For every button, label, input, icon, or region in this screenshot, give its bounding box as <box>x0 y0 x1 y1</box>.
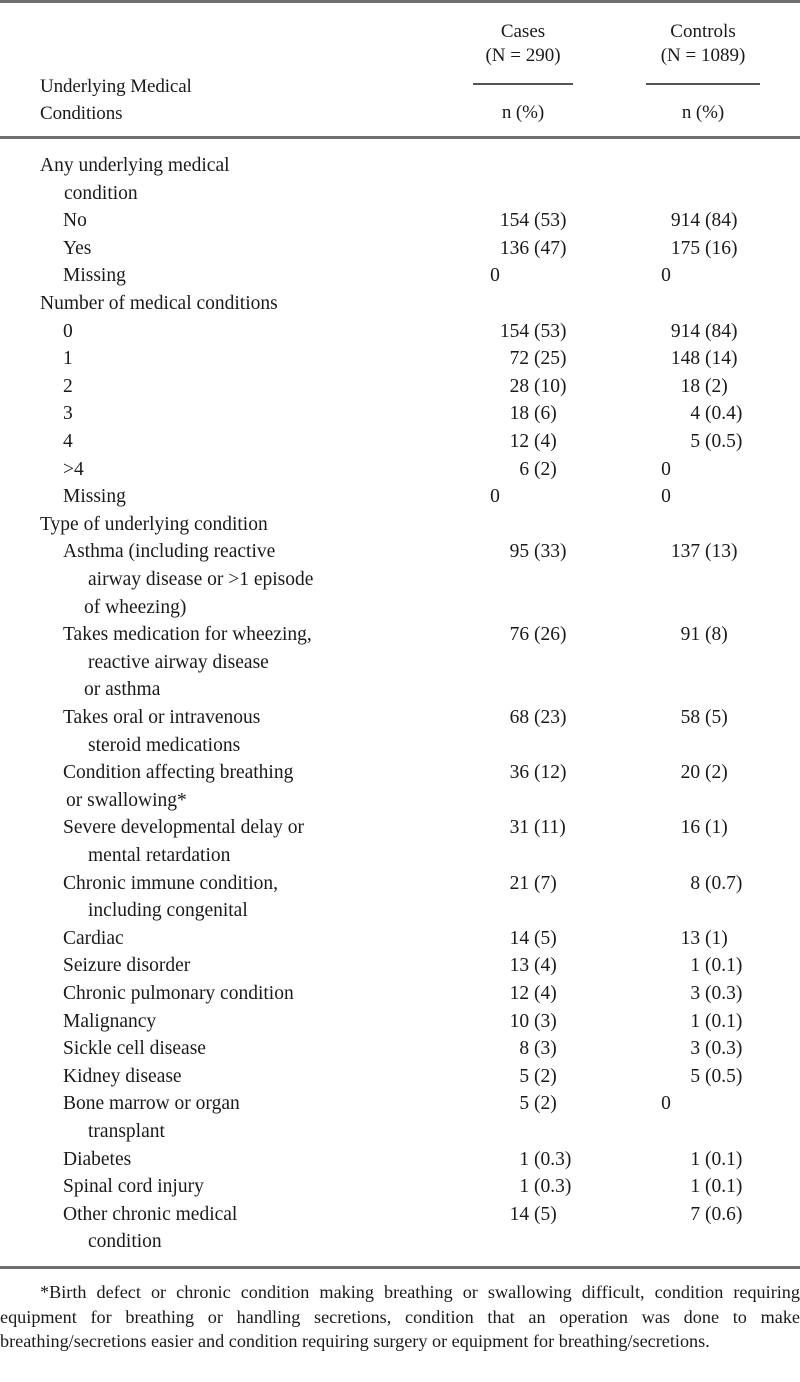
cases-percent: (4) <box>534 983 557 1004</box>
controls-column-name: Controls <box>670 21 736 42</box>
cases-value <box>434 1063 634 1091</box>
cases-value <box>434 428 634 456</box>
column-header-controls <box>643 20 763 68</box>
cases-value <box>434 1146 634 1174</box>
cases-column-n: (N = 290) <box>485 45 561 66</box>
controls-count: 3 <box>690 983 705 1004</box>
cases-percent: (3) <box>534 1038 557 1060</box>
cases-value <box>434 1035 634 1063</box>
controls-percent: (0.5) <box>705 1065 743 1087</box>
cases-percent: (53) <box>534 210 567 232</box>
controls-value <box>605 1201 800 1229</box>
cases-count: 95 <box>509 541 534 563</box>
table-footnote <box>0 1280 800 1354</box>
controls-count: 5 <box>690 431 705 452</box>
controls-percent: (0.6) <box>705 1203 743 1225</box>
cases-percent: (0.3) <box>534 1176 572 1198</box>
controls-value <box>605 318 800 346</box>
controls-count: 1 <box>690 1148 705 1170</box>
row-label: 4 <box>63 431 73 452</box>
row-label: Number of medical conditions <box>40 293 278 314</box>
cases-count: 5 <box>519 1093 534 1115</box>
cases-count: 154 <box>499 320 534 342</box>
footnote-text: *Birth defect or chronic condition making breathing or swallowing difficult, condition requiring equipment for breathing or handling secretions, condition that an operation was done to make breathing/secretions easier and condition requiring surgery or equipment for breathing/secretions. <box>0 1282 800 1351</box>
controls-percent: (2) <box>705 762 728 784</box>
cases-value <box>434 456 634 484</box>
cases-header-underline <box>473 83 573 85</box>
controls-unit-label: n (%) <box>681 102 725 123</box>
cases-count: 12 <box>509 983 534 1004</box>
controls-value <box>605 400 800 428</box>
cases-percent: (2) <box>534 1093 557 1115</box>
row-label: 1 <box>63 348 73 370</box>
controls-count: 58 <box>680 707 705 728</box>
controls-percent: (14) <box>705 348 738 370</box>
cases-count: 1 <box>519 1148 534 1170</box>
cases-value <box>434 235 634 263</box>
cases-value <box>434 1008 634 1036</box>
cases-value <box>434 1090 634 1118</box>
controls-count: 1 <box>690 955 705 977</box>
cases-count: 136 <box>499 237 534 259</box>
cases-count: 14 <box>509 1203 534 1225</box>
cases-count: 21 <box>509 872 534 894</box>
controls-count: 18 <box>680 375 705 397</box>
controls-count: 13 <box>680 927 705 949</box>
row-label: No <box>63 210 87 232</box>
cases-percent: (2) <box>534 1065 557 1087</box>
cases-count: 14 <box>509 927 534 949</box>
row-label: Type of underlying condition <box>40 513 268 535</box>
cases-value <box>434 952 634 980</box>
controls-percent: (1) <box>705 817 728 839</box>
row-label: Cardiac <box>63 927 124 949</box>
controls-value <box>605 704 800 732</box>
cases-unit-label: n (%) <box>501 102 545 123</box>
controls-percent: (13) <box>705 541 738 563</box>
controls-value: 0 <box>661 486 671 508</box>
controls-value <box>605 925 800 953</box>
cases-value <box>434 1173 634 1201</box>
row-label: or swallowing* <box>66 789 187 811</box>
cases-percent: (33) <box>534 541 567 563</box>
controls-count: 91 <box>680 624 705 646</box>
row-label: Kidney disease <box>63 1065 182 1087</box>
cases-count: 1 <box>519 1176 534 1198</box>
cases-count: 8 <box>519 1038 534 1060</box>
row-label: steroid medications <box>88 734 241 756</box>
cases-count: 18 <box>509 403 534 425</box>
cases-value <box>434 925 634 953</box>
row-label: Diabetes <box>63 1148 132 1170</box>
controls-value <box>605 538 800 566</box>
cases-count: 28 <box>509 375 534 397</box>
controls-percent: (5) <box>705 707 728 728</box>
row-label: Seizure disorder <box>63 955 191 977</box>
cases-percent: (4) <box>534 431 557 452</box>
controls-value: 0 <box>661 265 671 287</box>
cases-count: 72 <box>509 348 534 370</box>
cases-percent: (23) <box>534 707 567 728</box>
row-label: Chronic immune condition, <box>63 872 279 894</box>
row-label: Chronic pulmonary condition <box>63 983 294 1004</box>
cases-value <box>434 759 634 787</box>
cases-count: 36 <box>509 762 534 784</box>
row-label: Malignancy <box>63 1010 157 1032</box>
controls-value <box>605 207 800 235</box>
row-label: Missing <box>63 265 126 287</box>
cases-percent: (12) <box>534 762 567 784</box>
controls-percent: (84) <box>705 320 738 342</box>
cases-percent: (4) <box>534 955 557 977</box>
cases-value <box>434 704 634 732</box>
cases-percent: (53) <box>534 320 567 342</box>
controls-value <box>605 1008 800 1036</box>
controls-percent: (0.3) <box>705 1038 743 1060</box>
controls-percent: (8) <box>705 624 728 646</box>
cases-value <box>434 345 634 373</box>
cases-value <box>434 538 634 566</box>
controls-percent: (0.1) <box>705 955 743 977</box>
controls-count: 137 <box>670 541 705 563</box>
cases-column-name: Cases <box>500 21 546 42</box>
cases-count: 5 <box>519 1065 534 1087</box>
controls-count: 7 <box>690 1203 705 1225</box>
header-bottom-rule <box>0 136 800 139</box>
cases-value <box>434 870 634 898</box>
cases-percent: (10) <box>534 375 567 397</box>
cases-value <box>434 621 634 649</box>
row-label: >4 <box>63 458 84 480</box>
controls-header-underline <box>646 83 760 85</box>
cases-value <box>434 373 634 401</box>
cases-value <box>434 980 634 1008</box>
row-label: condition <box>64 182 138 204</box>
cases-value <box>434 400 634 428</box>
controls-percent: (84) <box>705 210 738 232</box>
cases-count: 154 <box>499 210 534 232</box>
controls-value: 0 <box>661 458 671 480</box>
controls-count: 5 <box>690 1065 705 1087</box>
cases-count: 12 <box>509 431 534 452</box>
row-label: 0 <box>63 320 73 342</box>
controls-value <box>605 235 800 263</box>
row-label: or asthma <box>84 679 161 701</box>
row-header-line-1: Underlying Medical <box>40 76 192 97</box>
controls-value <box>605 814 800 842</box>
cases-count: 6 <box>519 458 534 480</box>
controls-percent: (0.1) <box>705 1148 743 1170</box>
row-label: mental retardation <box>88 844 231 866</box>
row-label: Condition affecting breathing <box>63 762 294 784</box>
cases-percent: (5) <box>534 927 557 949</box>
row-label: of wheezing) <box>84 596 187 618</box>
table-bottom-rule <box>0 1266 800 1269</box>
cases-value <box>434 814 634 842</box>
row-label: Takes medication for wheezing, <box>63 624 312 646</box>
controls-value <box>605 345 800 373</box>
cases-count: 31 <box>509 817 534 839</box>
cases-value: 0 <box>490 486 500 508</box>
row-label: 3 <box>63 403 73 425</box>
controls-value <box>605 980 800 1008</box>
controls-count: 8 <box>690 872 705 894</box>
cases-percent: (26) <box>534 624 567 646</box>
row-label: Sickle cell disease <box>63 1038 206 1060</box>
controls-value <box>605 1173 800 1201</box>
row-label: condition <box>88 1231 162 1253</box>
row-label: Bone marrow or organ <box>63 1093 240 1115</box>
controls-column-n: (N = 1089) <box>660 45 746 66</box>
controls-count: 914 <box>670 320 705 342</box>
controls-count: 1 <box>690 1176 705 1198</box>
controls-value <box>605 373 800 401</box>
controls-count: 16 <box>680 817 705 839</box>
controls-value <box>605 1063 800 1091</box>
row-label: transplant <box>88 1120 165 1142</box>
controls-count: 3 <box>690 1038 705 1060</box>
row-label: Spinal cord injury <box>63 1176 204 1198</box>
cases-percent: (0.3) <box>534 1148 572 1170</box>
cases-count: 68 <box>509 707 534 728</box>
table-top-rule <box>0 0 800 3</box>
controls-value <box>605 1035 800 1063</box>
controls-value <box>605 759 800 787</box>
row-label: Takes oral or intravenous <box>63 707 261 728</box>
cases-percent: (47) <box>534 237 567 259</box>
controls-value: 0 <box>661 1093 671 1115</box>
controls-value <box>605 952 800 980</box>
row-label: Severe developmental delay or <box>63 817 304 839</box>
controls-percent: (0.7) <box>705 872 743 894</box>
column-header-cases <box>463 20 583 68</box>
row-label: including congenital <box>88 900 248 922</box>
controls-percent: (16) <box>705 237 738 259</box>
controls-count: 914 <box>670 210 705 232</box>
controls-percent: (0.4) <box>705 403 743 425</box>
controls-value <box>605 870 800 898</box>
controls-count: 20 <box>680 762 705 784</box>
row-label: Yes <box>63 237 92 259</box>
row-label: airway disease or >1 episode <box>88 568 314 590</box>
controls-value <box>605 1146 800 1174</box>
cases-percent: (3) <box>534 1010 557 1032</box>
controls-value <box>605 428 800 456</box>
controls-percent: (0.1) <box>705 1010 743 1032</box>
controls-count: 1 <box>690 1010 705 1032</box>
cases-percent: (25) <box>534 348 567 370</box>
row-label: Other chronic medical <box>63 1203 238 1225</box>
row-label: Asthma (including reactive <box>63 541 276 563</box>
cases-value <box>434 1201 634 1229</box>
cases-percent: (2) <box>534 458 557 480</box>
cases-value: 0 <box>490 265 500 287</box>
row-label: 2 <box>63 375 73 397</box>
row-label: Any underlying medical <box>40 155 230 176</box>
controls-value <box>605 621 800 649</box>
cases-value <box>434 207 634 235</box>
cases-percent: (6) <box>534 403 557 425</box>
controls-count: 148 <box>670 348 705 370</box>
cases-count: 76 <box>509 624 534 646</box>
row-label: Missing <box>63 486 126 508</box>
cases-value <box>434 318 634 346</box>
controls-percent: (0.1) <box>705 1176 743 1198</box>
cases-count: 10 <box>509 1010 534 1032</box>
controls-count: 175 <box>670 237 705 259</box>
cases-count: 13 <box>509 955 534 977</box>
controls-percent: (0.3) <box>705 983 743 1004</box>
cases-percent: (11) <box>534 817 566 839</box>
controls-count: 4 <box>690 403 705 425</box>
controls-percent: (1) <box>705 927 728 949</box>
cases-percent: (5) <box>534 1203 557 1225</box>
controls-percent: (0.5) <box>705 431 743 452</box>
controls-percent: (2) <box>705 375 728 397</box>
row-label: reactive airway disease <box>88 651 269 673</box>
row-header-line-2: Conditions <box>40 103 123 124</box>
cases-percent: (7) <box>534 872 557 894</box>
